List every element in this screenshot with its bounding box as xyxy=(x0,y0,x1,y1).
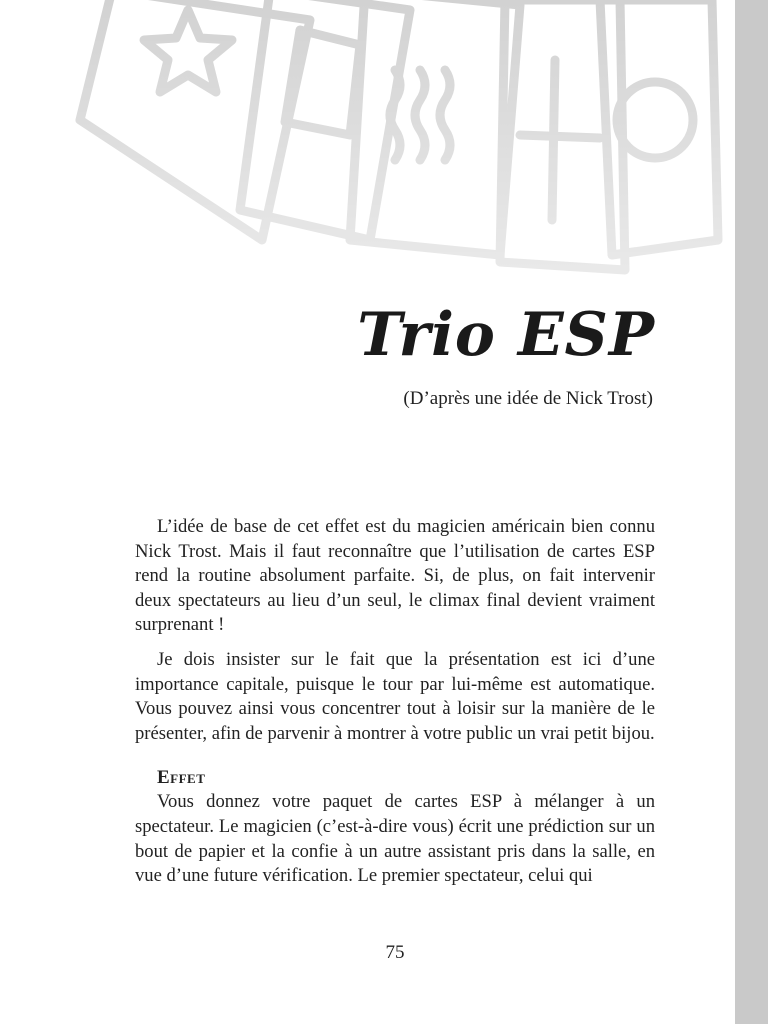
page-number: 75 xyxy=(385,942,405,963)
chapter-title: Trio ESP xyxy=(357,300,655,370)
section-heading: Effet xyxy=(157,767,206,789)
paragraph: Je dois insister sur le fait que la présentation est ici d’une importance capitale, puisque le tour par lui-même est automatique. Vous pouvez ainsi vous concentrer tout à loisir sur la manière de le présenter, afin de parvenir à montrer à votre public un vrai petit bijou. xyxy=(135,648,655,744)
paragraph: L’idée de base de cet effet est du magicien américain bien connu Nick Trost. Mais il faut reconnaître que l’utilisation de cartes ESP rend la routine absolument parfaite. Si, de plus, on fait intervenir deux spectateurs au lieu d’un seul, le climax final devient vraiment surprenant ! xyxy=(135,516,655,636)
page-edge-band xyxy=(735,0,768,1024)
chapter-subtitle: (D’après une idée de Nick Trost) xyxy=(403,388,653,409)
page-body xyxy=(135,515,655,899)
esp-cards-illustration xyxy=(0,0,735,290)
paragraph: Vous donnez votre paquet de cartes ESP à mélanger à un spectateur. Le magicien (c’est-à-dire vous) écrit une prédiction sur un bout de papier et la confie à un autre assistant pris dans la salle, en vue d’une future vérification. Le premier spectateur, celui qui xyxy=(135,791,655,887)
